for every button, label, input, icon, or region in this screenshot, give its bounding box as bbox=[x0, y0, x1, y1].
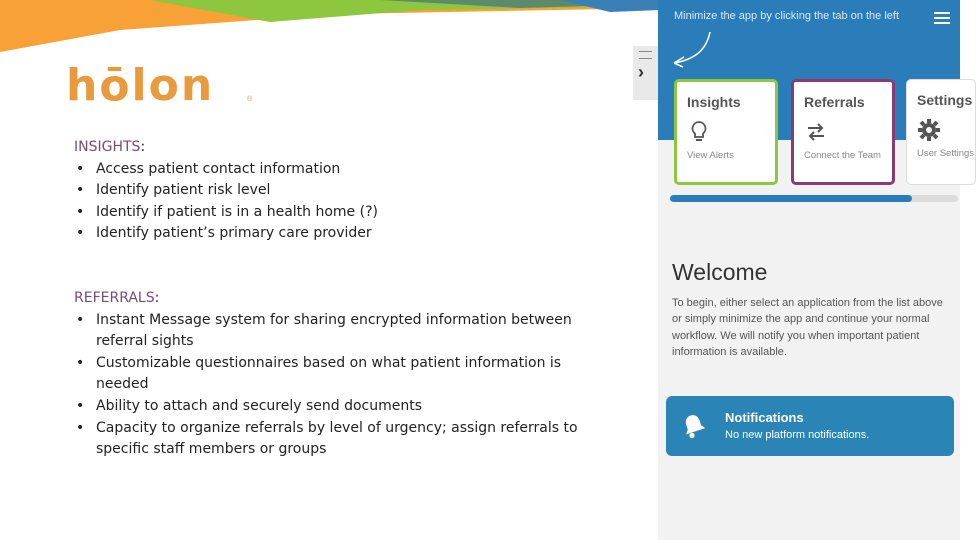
settings-card-subtitle: User Settings bbox=[917, 148, 975, 159]
insights-heading: INSIGHTS: bbox=[74, 139, 146, 155]
referrals-item: • Capacity to organize referrals by level of urgency; assign referrals to specific staff members or groups bbox=[74, 418, 604, 461]
referrals-item: • Ability to attach and securely send documents bbox=[74, 396, 604, 418]
hamburger-menu-icon[interactable] bbox=[932, 10, 952, 26]
settings-card[interactable] bbox=[906, 79, 976, 185]
registered-mark: ® bbox=[247, 96, 253, 103]
drag-handle-icon bbox=[639, 51, 652, 59]
referrals-card-title: Referrals bbox=[804, 94, 865, 110]
holon-logo: hōlon bbox=[66, 60, 215, 111]
insights-card-subtitle: View Alerts bbox=[687, 150, 734, 161]
gear-icon bbox=[917, 118, 941, 142]
insights-item: • Identify patient’s primary care provider bbox=[74, 223, 378, 245]
scrollbar-thumb[interactable] bbox=[670, 195, 912, 202]
notifications-title: Notifications bbox=[725, 410, 804, 425]
insights-item: • Access patient contact information bbox=[74, 159, 378, 181]
minimize-tab[interactable] bbox=[633, 46, 658, 100]
insights-item: • Identify patient risk level bbox=[74, 180, 378, 202]
referrals-card[interactable] bbox=[791, 79, 895, 185]
settings-card-title: Settings bbox=[917, 92, 973, 108]
referrals-item: • Instant Message system for sharing encrypted information between referral sights bbox=[74, 310, 604, 353]
chevron-right-icon: › bbox=[638, 62, 644, 82]
lightbulb-icon bbox=[687, 120, 711, 144]
exchange-arrows-icon bbox=[804, 120, 828, 144]
cards-scrollbar[interactable] bbox=[670, 195, 958, 202]
insights-card-title: Insights bbox=[687, 94, 741, 110]
referrals-item: • Customizable questionnaires based on what patient information is needed bbox=[74, 353, 604, 396]
curved-arrow-icon bbox=[666, 30, 718, 68]
welcome-text: To begin, either select an application from the list above or simply minimize the app and continue your normal workflow. We will notify you when important patient information is available. bbox=[672, 297, 943, 359]
insights-section bbox=[74, 137, 378, 245]
insights-card[interactable] bbox=[674, 79, 778, 185]
referrals-section bbox=[74, 288, 604, 461]
app-panel bbox=[658, 0, 975, 540]
welcome-title: Welcome bbox=[672, 259, 768, 285]
notifications-banner[interactable] bbox=[666, 396, 954, 456]
minimize-hint: Minimize the app by clicking the tab on the left bbox=[674, 10, 900, 22]
bell-icon bbox=[680, 412, 708, 440]
referrals-heading: REFERRALS: bbox=[74, 290, 160, 306]
notifications-text: No new platform notifications. bbox=[725, 429, 870, 441]
insights-item: • Identify if patient is in a health home (?) bbox=[74, 202, 378, 224]
referrals-card-subtitle: Connect the Team bbox=[804, 150, 881, 161]
